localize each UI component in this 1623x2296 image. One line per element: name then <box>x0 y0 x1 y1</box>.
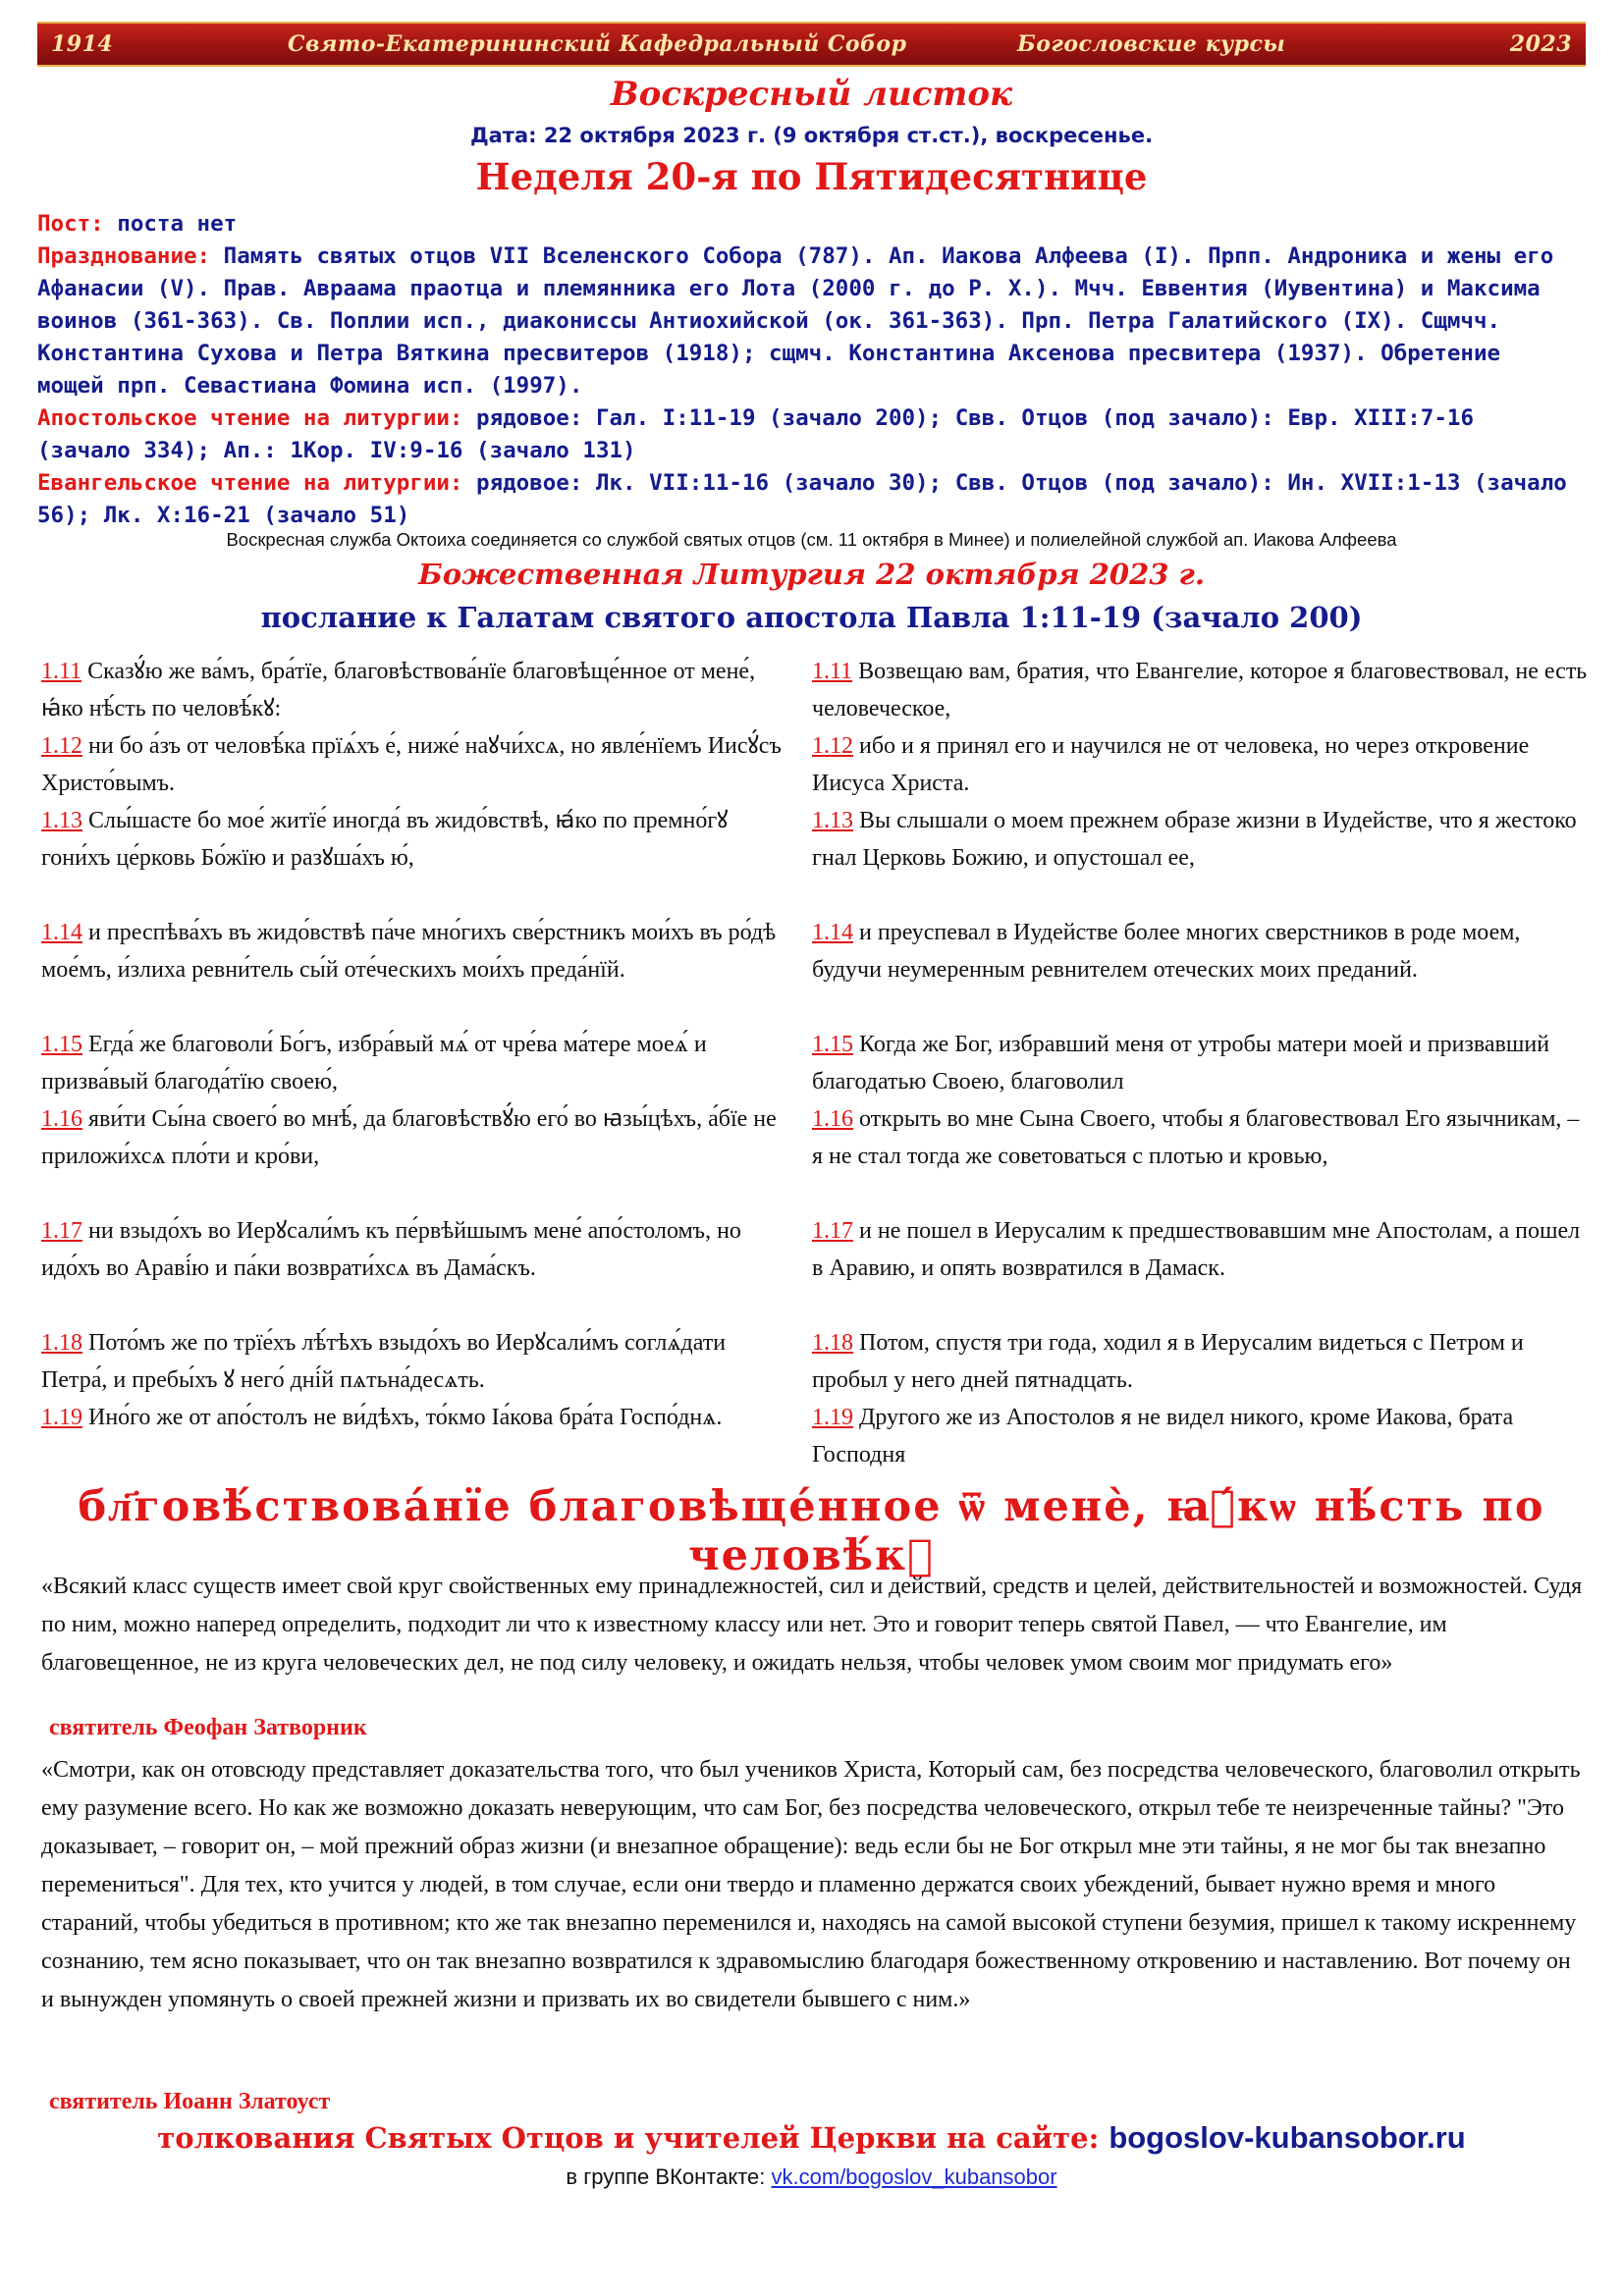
gospel-reading <box>37 467 1569 532</box>
verse-text: Когда же Бог, избравший меня от утробы матери моей и призвавший благодатью Своею, благоволил <box>812 1032 1550 1095</box>
verse-text: Возвещаю вам, братия, что Евангелие, которое я благовествовал, не есть человеческое, <box>812 659 1588 721</box>
verse-russian <box>812 1100 1588 1175</box>
banner-courses: Богословские курсы <box>1017 31 1286 57</box>
verse-russian <box>812 1399 1588 1473</box>
feast-info <box>37 240 1569 402</box>
verse-russian <box>812 1324 1588 1399</box>
footer-site-line <box>0 2120 1623 2156</box>
verse-number-link[interactable]: 1.13 <box>812 808 853 833</box>
verse-number-link[interactable]: 1.13 <box>41 808 82 833</box>
verse-number-link[interactable]: 1.16 <box>41 1106 82 1132</box>
verse-russian <box>812 802 1588 877</box>
verse-slavonic <box>41 1399 797 1436</box>
fast-label: Пост: <box>37 211 104 237</box>
verse-slavonic <box>41 802 797 877</box>
page-title: Воскресный листок <box>610 75 1013 114</box>
site-link[interactable]: bogoslov-kubansobor.ru <box>1109 2120 1466 2155</box>
verse-russian <box>812 1026 1588 1100</box>
verse-slavonic <box>41 1324 797 1399</box>
verse-text: ибо и я принял его и научился не от человека, но через откровение Иисуса Христа. <box>812 733 1530 796</box>
verse-number-link[interactable]: 1.19 <box>41 1405 82 1430</box>
feast-label: Празднование: <box>37 243 211 269</box>
banner-cathedral-name: Свято-Екатерининский Кафедральный Собор <box>288 31 907 57</box>
verse-slavonic <box>41 727 797 802</box>
verse-number-link[interactable]: 1.17 <box>812 1218 853 1244</box>
slavonic-headline: бл҃говѣ́ствова́нїе благовѣще́нное ѿ менѐ, ꙗ҆́кѡ нѣ́сть по человѣ́кꙋ <box>78 1482 1545 1580</box>
gospel-reading-value: рядовое: Лк. VII:11-16 (зачало 30); Свв. Отцов (под зачало): Ин. XVII:1-13 (зачало 56); Лк. X:16-21 (зачало 51) <box>37 470 1567 528</box>
quote-chrysostom: «Смотри, как он отовсюду представляет доказательства того, что был учеников Христа, Который сам, без посредства человеческого, благоволил открыть ему разумение всего. Но как же возможно доказать неверующим, что сам Бог, без посредства человеческого, открыл тебе те неизреченные тайны? "Это доказывает, – говорит он, – мой прежний образ жизни (и внезапное обращение): ведь если бы не Бог открыл мне эти тайны, я не мог бы так внезапно перемениться". Для тех, кто учится у людей, в том случае, если они твердо и пламенно держатся своих убеждений, бывает нужно время и много стараний, чтобы убедиться в противном; кто же так внезапно переменился и, находясь на самой высокой ступени безумия, пришел к такому искреннему сознанию, тем ясно показывает, что он так внезапно возвратился к здравомыслию благодаря божественному откровению и наставлению. Вот почему он и вынужден упомянуть о своей прежней жизни и призвать их во свидетели бывшего с ним.» <box>41 1757 1581 2012</box>
verse-number-link[interactable]: 1.12 <box>812 733 853 759</box>
date-line: Дата: 22 октября 2023 г. (9 октября ст.ст.), воскресенье. <box>469 124 1154 147</box>
fast-value: поста нет <box>117 211 238 237</box>
verse-number-link[interactable]: 1.17 <box>41 1218 82 1244</box>
verse-russian <box>812 653 1588 727</box>
footer-text: толкования Святых Отцов и учителей Церкви на сайте: <box>157 2121 1100 2155</box>
vk-label: в группе ВКонтакте: <box>566 2164 766 2189</box>
verse-number-link[interactable]: 1.15 <box>41 1032 82 1057</box>
author-feofan: святитель Феофан Затворник <box>49 1715 367 1740</box>
verse-number-link[interactable]: 1.12 <box>41 733 82 759</box>
banner-year-right: 2023 <box>1509 31 1572 57</box>
verse-text: и не пошел в Иерусалим к предшествовавшим мне Апостолам, а пошел в Аравию, и опять возвратился в Дамаск. <box>812 1218 1581 1281</box>
apostle-reading <box>37 402 1569 467</box>
verse-text: Пото́мъ же по трїе́хъ лѣ́тѣхъ взыдо́хъ во Иерꙋсали́мъ соглѧ́дати Петра́, и пребы́хъ ꙋ него́ дні́й пѧтьна́десѧть. <box>41 1330 727 1393</box>
verse-text: яви́ти Сы́на своего́ во мнѣ́, да благовѣствꙋ́ю его́ во ꙗзы́цѣхъ, а́бїе не приложи́хсѧ пло́ти и кро́ви, <box>41 1106 777 1169</box>
verse-text: Вы слышали о моем прежнем образе жизни в Иудействе, что я жестоко гнал Церковь Божию, и опустошал ее, <box>812 808 1577 871</box>
verse-text: и преспѣва́хъ въ жидо́вствѣ па́че мно́гихъ све́рстникъ мои́хъ въ ро́дѣ мое́мъ, и́злиха ревни́тель сы́й оте́ческихъ мои́хъ преда́нїй. <box>41 920 777 983</box>
verse-text: ни взыдо́хъ во Иерꙋсали́мъ къ пе́рвѣйшымъ мене́ апо́столомъ, но идо́хъ во Араві́ю и па́ки возврати́хсѧ въ Дама́скъ. <box>41 1218 741 1281</box>
service-note: Воскресная служба Октоиха соединяется со службой святых отцов (см. 11 октября в Минее) и полиелейной службой ап. Иакова Алфеева <box>226 529 1397 550</box>
verse-russian <box>812 914 1588 988</box>
epistle-title: послание к Галатам святого апостола Павла 1:11-19 (зачало 200) <box>260 601 1363 634</box>
fast-info <box>37 208 1569 240</box>
verse-text: ни бо а́зъ от человѣ́ка прїѧ́хъ е́, ниже́ наꙋчи́хсѧ, но явле́нїемъ Иисꙋ́съ Христо́вымъ. <box>41 733 782 796</box>
verse-number-link[interactable]: 1.14 <box>41 920 82 945</box>
verse-russian <box>812 1212 1588 1287</box>
header-banner <box>37 22 1586 67</box>
verse-number-link[interactable]: 1.15 <box>812 1032 853 1057</box>
verse-number-link[interactable]: 1.14 <box>812 920 853 945</box>
verse-text: Другого же из Апостолов я не видел никого, кроме Иакова, брата Господня <box>812 1405 1514 1468</box>
verse-number-link[interactable]: 1.18 <box>812 1330 853 1356</box>
verse-text: Ино́го же от апо́столъ не ви́дѣхъ, то́кмо Іа́кова бра́та Госпо́днѧ. <box>88 1405 723 1430</box>
verse-slavonic <box>41 914 797 988</box>
footer-vk-line <box>0 2164 1623 2190</box>
verse-number-link[interactable]: 1.16 <box>812 1106 853 1132</box>
feast-value: Память святых отцов VII Вселенского Собора (787). Ап. Иакова Алфеева (I). Прпп. Андроника и жены его Афанасии (V). Прав. Авраама праотца и племянника его Лота (2000 г. до Р. Х.). Мчч. Еввентия (Иувентина) и Максима воинов (361-363). Св. Поплии исп., диакониссы Антиохийской (ок. 361-363). Прп. Петра Галатийского (IX). Сщмчч. Константина Сухова и Петра Вяткина пресвитеров (1918); сщмч. Константина Аксенова пресвитера (1937). Обретение мощей прп. Севастиана Фомина исп. (1997). <box>37 243 1554 399</box>
verse-slavonic <box>41 1026 797 1100</box>
gospel-reading-label: Евангельское чтение на литургии: <box>37 470 463 496</box>
verse-number-link[interactable]: 1.18 <box>41 1330 82 1356</box>
week-title: Неделя 20-я по Пятидесятнице <box>475 155 1148 198</box>
verse-number-link[interactable]: 1.19 <box>812 1405 853 1430</box>
author-chrysostom: святитель Иоанн Златоуст <box>49 2089 331 2114</box>
verse-number-link[interactable]: 1.11 <box>41 659 82 684</box>
liturgy-title: Божественная Литургия 22 октября 2023 г. <box>418 558 1205 591</box>
verse-slavonic <box>41 1100 797 1175</box>
verse-slavonic <box>41 653 797 727</box>
verse-slavonic <box>41 1212 797 1287</box>
banner-year-left: 1914 <box>51 31 114 57</box>
verse-text: Потом, спустя три года, ходил я в Иерусалим видеться с Петром и пробыл у него дней пятнадцать. <box>812 1330 1524 1393</box>
verse-text: и преуспевал в Иудействе более многих сверстников в роде моем, будучи неумеренным ревнителем отеческих моих преданий. <box>812 920 1521 983</box>
verse-number-link[interactable]: 1.11 <box>812 659 853 684</box>
verse-text: Егда́ же благоволи́ Бо́гъ, избра́вый мѧ́ от чре́ва ма́тере моеѧ́ и призва́вый благода́тїю своею́, <box>41 1032 707 1095</box>
verse-text: Слы́шасте бо мое́ житїе́ иногда́ въ жидо́вствѣ, ꙗ́ко по премно́гꙋ гони́хъ це́рковь Бо́жїю и разꙋша́хъ ю́, <box>41 808 729 871</box>
vk-link[interactable]: vk.com/bogoslov_kubansobor <box>771 2164 1057 2189</box>
verse-text: Сказꙋ́ю же ва́мъ, бра́тїе, благовѣствова́нїе благовѣще́нное от мене́, ꙗ́ко нѣ́сть по человѣ́кꙋ: <box>41 659 756 721</box>
apostle-reading-value: рядовое: Гал. I:11-19 (зачало 200); Свв. Отцов (под зачало): Евр. XIII:7-16 (зачало 334); Ап.: 1Кор. IV:9-16 (зачало 131) <box>37 405 1474 463</box>
verse-text: открыть во мне Сына Своего, чтобы я благовествовал Его язычникам, – я не стал тогда же советоваться с плотью и кровью, <box>812 1106 1580 1169</box>
verse-russian <box>812 727 1588 802</box>
quote-feofan: «Всякий класс существ имеет свой круг свойственных ему принадлежностей, сил и действий, средств и целей, действительностей и возможностей. Судя по ним, можно наперед определить, подходит ли что к известному классу или нет. Это и говорит теперь святой Павел, — что Евангелие, им благовещенное, не из круга человеческих дел, не под силу человеку, и ожидать нельзя, чтобы человек умом своим мог придумать его» <box>41 1574 1583 1676</box>
apostle-reading-label: Апостольское чтение на литургии: <box>37 405 463 431</box>
